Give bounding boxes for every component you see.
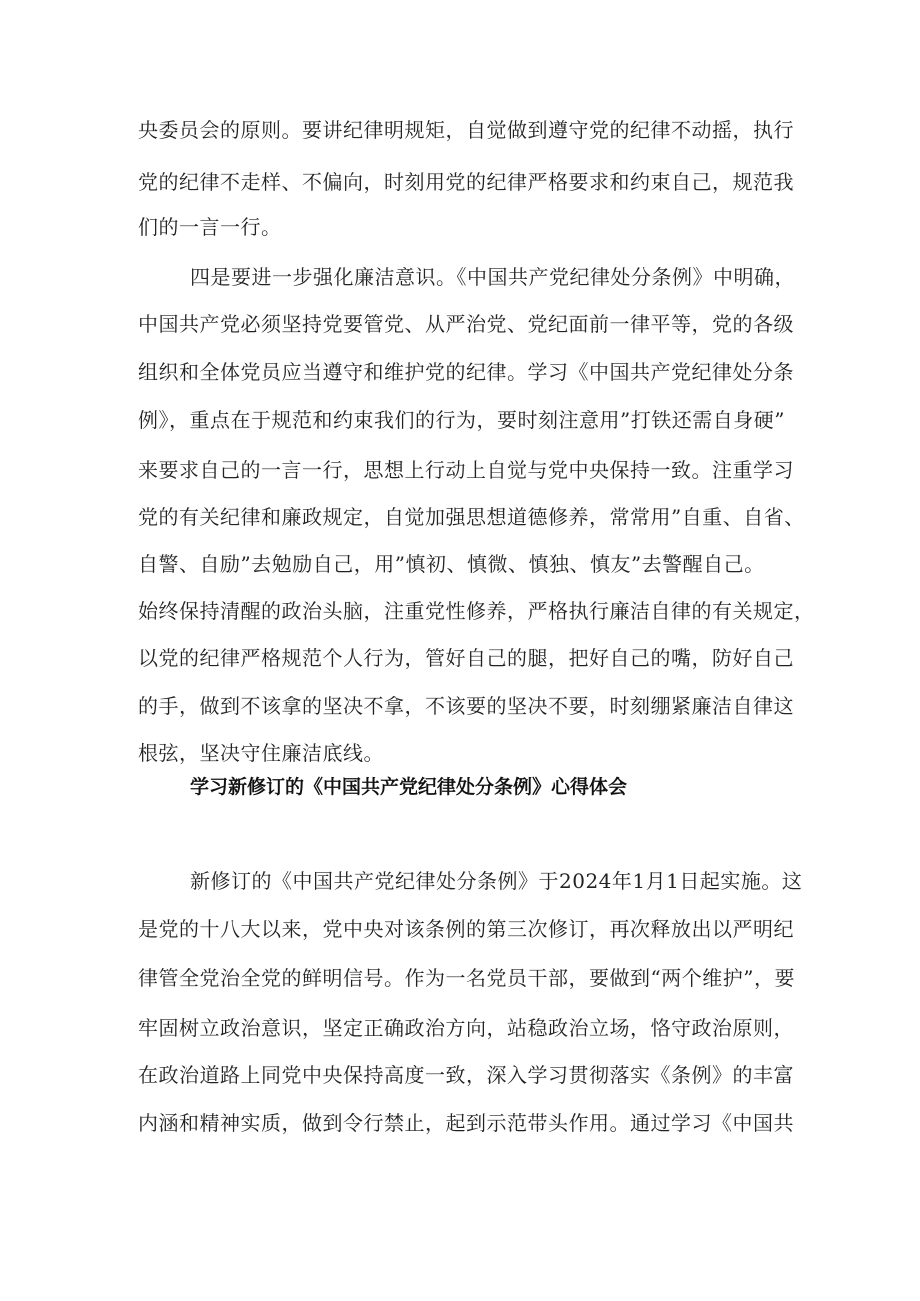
text-line: 律管全党治全党的鲜明信号。作为一名党员干部，要做到“两个维护”，要 [138,966,795,990]
text-line: 新修订的《中国共产党纪律处分条例》于2024年1月1日起实施。这 [190,869,803,893]
text-line: 自警、自励”去勉励自己，用”慎初、慎微、慎独、慎友”去警醒自己。 [138,552,765,576]
text-line: 中国共产党必须坚持党要管党、从严治党、党纪面前一律平等，党的各级 [138,312,794,336]
text-line: 的手，做到不该拿的坚决不拿，不该要的坚决不要，时刻绷紧廉洁自律这 [138,694,794,718]
text-line: 是党的十八大以来，党中央对该条例的第三次修订，再次释放出以严明纪 [138,917,794,941]
text-line: 例》，重点在于规范和约束我们的行为，要时刻注意用”打铁还需自身硬” [138,408,785,432]
text-line: 党的有关纪律和廉政规定，自觉加强思想道德修养，常常用”自重、自省、 [138,505,805,529]
text-line: 四是要进一步强化廉洁意识。《中国共产党纪律处分条例》中明确， [190,265,795,289]
text-line: 在政治道路上同党中央保持高度一致，深入学习贯彻落实《条例》的丰富 [138,1063,794,1087]
text-line: 以党的纪律严格规范个人行为，管好自己的腿，把好自己的嘴，防好自己 [138,646,794,670]
text-line: 组织和全体党员应当遵守和维护党的纪律。学习《中国共产党纪律处分条 [138,360,794,384]
text-line: 牢固树立政治意识，坚定正确政治方向，站稳政治立场，恪守政治原则， [138,1016,794,1040]
text-line: 党的纪律不走样、不偏向，时刻用党的纪律严格要求和约束自己，规范我 [138,170,794,194]
section-title: 学习新修订的《中国共产党纪律处分条例》心得体会 [190,776,628,798]
text-line: 央委员会的原则。要讲纪律明规矩，自觉做到遵守党的纪律不动摇，执行 [138,118,794,142]
text-line: 根弦，坚决守住廉洁底线。 [138,741,384,765]
text-line: 来要求自己的一言一行，思想上行动上自觉与党中央保持一致。注重学习 [138,458,794,482]
text-line: 们的一言一行。 [138,215,282,239]
text-line: 内涵和精神实质，做到令行禁止，起到示范带头作用。通过学习《中国共 [138,1111,794,1135]
text-line: 始终保持清醒的政治头脑，注重党性修养，严格执行廉洁自律的有关规定， [138,599,815,623]
